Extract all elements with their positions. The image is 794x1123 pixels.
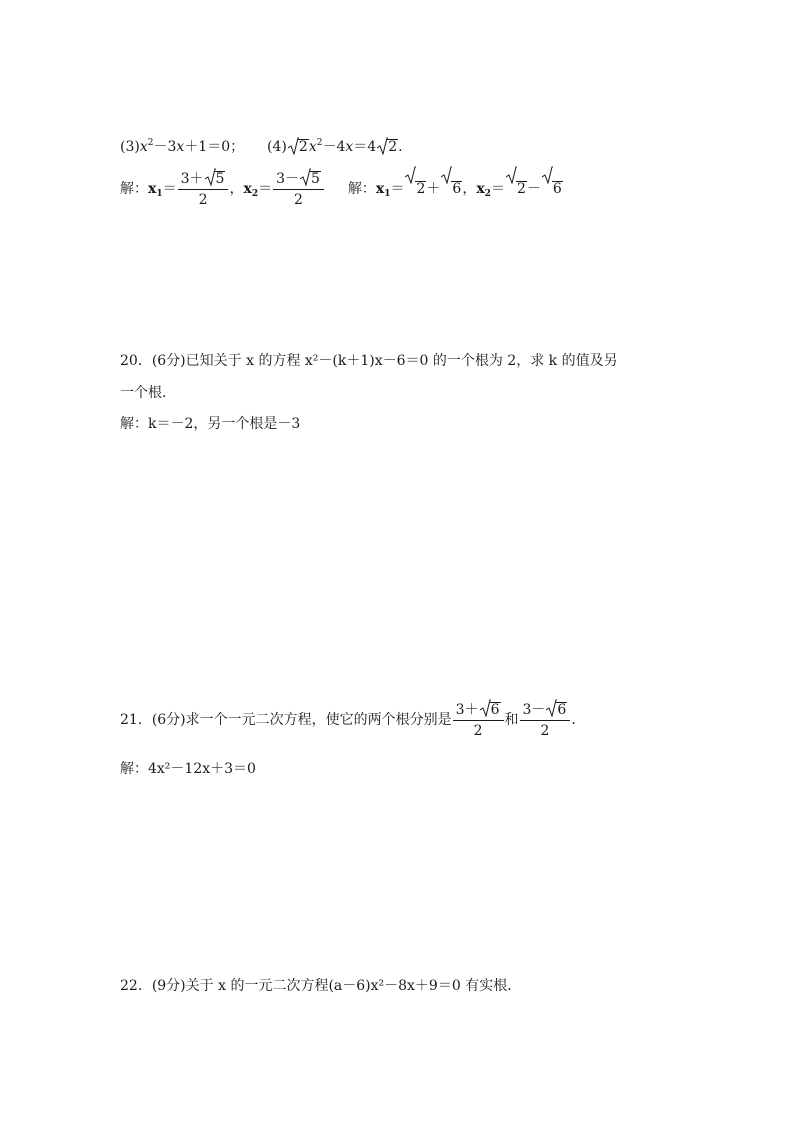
sqrt-symbol <box>480 700 501 720</box>
radicand: 6 <box>452 181 462 197</box>
ans4-eq2: ＝ <box>490 181 505 197</box>
radicand: 5 <box>311 170 320 187</box>
eq4-end: . <box>398 139 403 155</box>
problem-19-equations <box>120 134 403 156</box>
radicand: 2 <box>516 181 526 197</box>
question-21-and: 和 <box>504 712 519 728</box>
fraction-numerator <box>178 169 229 190</box>
question-21-text: 21．(6分)求一个一元二次方程，使它的两个根分别是 <box>120 712 452 728</box>
question-21-end: . <box>571 712 576 728</box>
eq4-radicand2: 2 <box>388 139 398 155</box>
problem-19-answers <box>120 167 563 216</box>
ans3-sub1: 1 <box>156 189 163 199</box>
sqrt-symbol <box>542 167 563 211</box>
ans4-minus: － <box>526 181 541 197</box>
fraction-denominator: 2 <box>198 191 208 208</box>
ans4-sep: ， <box>462 181 477 197</box>
eq4-eq: ＝4 <box>353 139 377 155</box>
fraction-denominator: 2 <box>294 191 303 208</box>
eq3-label: (3) <box>120 139 140 155</box>
radicand: 6 <box>557 701 567 718</box>
question-20-line2: 一个根． <box>120 385 176 401</box>
sqrt-symbol <box>377 138 398 156</box>
fraction-denominator: 2 <box>473 722 483 739</box>
ans4-prefix: 解： <box>347 181 376 197</box>
ans4-eq1: ＝ <box>390 181 405 197</box>
ans3-sep: ， <box>229 181 244 197</box>
numerator-text: 3－ <box>276 170 300 187</box>
fraction <box>273 169 324 210</box>
radicand: 6 <box>552 181 562 197</box>
sqrt-symbol <box>300 169 321 189</box>
fraction-numerator <box>453 700 504 721</box>
sqrt-symbol <box>441 167 462 211</box>
eq4-label: (4) <box>267 139 287 155</box>
ans3-eq2: ＝ <box>258 181 273 197</box>
eq4-radicand: 2 <box>298 139 308 155</box>
ans3-x2: x <box>243 181 252 197</box>
ans3-prefix: 解： <box>120 181 148 197</box>
fraction <box>520 700 571 741</box>
numerator-text: 3－ <box>522 701 546 718</box>
sqrt-symbol <box>546 700 567 720</box>
ans4-sub2: 2 <box>484 189 491 199</box>
sqrt-symbol <box>205 169 226 189</box>
sqrt-symbol <box>405 167 426 211</box>
question-21 <box>120 698 576 742</box>
question-21-answer: 解：4x²－12x＋3＝0 <box>120 761 256 777</box>
eq3-var2: x <box>176 139 185 155</box>
sqrt-symbol <box>288 138 309 156</box>
ans3-eq1: ＝ <box>162 181 177 197</box>
ans4-x2: x <box>476 181 485 197</box>
eq4-mid: －4 <box>322 139 346 155</box>
question-22: 22．(9分)关于 x 的一元二次方程(a－6)x²－8x＋9＝0 有实根． <box>120 978 522 994</box>
fraction <box>453 700 504 741</box>
radicand: 5 <box>215 170 225 187</box>
numerator-text: 3＋ <box>455 701 479 718</box>
question-20-line1: 20．(6分)已知关于 x 的方程 x²－(k＋1)x－6＝0 的一个根为 2，求 k 的值及另 <box>120 353 618 369</box>
eq4-var2: x <box>345 139 354 155</box>
eq3-mid: －3 <box>153 139 177 155</box>
eq3-exp: 2 <box>147 138 154 148</box>
ans4-plus: ＋ <box>426 181 441 197</box>
eq4-var: x <box>308 139 317 155</box>
eq4-exp: 2 <box>316 138 323 148</box>
sqrt-symbol <box>506 167 527 211</box>
fraction-denominator: 2 <box>540 722 550 739</box>
fraction <box>178 169 229 210</box>
ans4-x1: x <box>375 181 385 197</box>
radicand: 2 <box>416 181 426 197</box>
eq3-tail: ＋1＝0； <box>184 139 245 155</box>
radicand: 6 <box>490 701 500 718</box>
fraction-numerator <box>273 169 324 190</box>
question-20-answer: 解：k＝－2，另一个根是－3 <box>120 416 301 432</box>
numerator-text: 3＋ <box>180 170 204 187</box>
eq3-var: x <box>139 139 148 155</box>
ans3-x1: x <box>148 181 157 197</box>
ans3-sub2: 2 <box>251 189 259 199</box>
ans4-sub1: 1 <box>384 189 391 199</box>
fraction-numerator <box>520 700 571 721</box>
